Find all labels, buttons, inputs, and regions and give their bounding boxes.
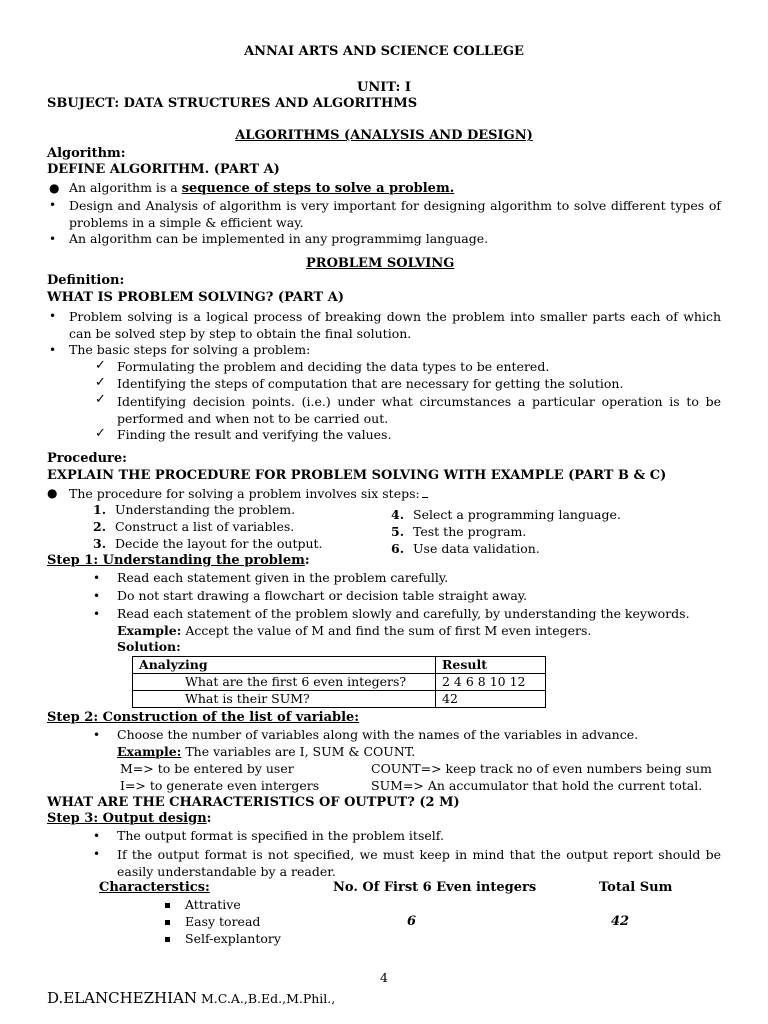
square-bullet-icon bbox=[165, 937, 170, 942]
variable-m: M=> to be entered by user bbox=[120, 761, 294, 776]
table-cell: What is their SUM? bbox=[133, 691, 436, 708]
square-bullet-icon bbox=[165, 920, 170, 925]
procedure-question: EXPLAIN THE PROCEDURE FOR PROBLEM SOLVING WITH EXAMPLE (PART B & C) bbox=[47, 468, 667, 483]
example-label: Example: bbox=[117, 744, 182, 759]
characteristics-header: Characterstics: bbox=[99, 880, 210, 895]
step2-example bbox=[117, 744, 415, 759]
step-text: Understanding the problem. bbox=[115, 502, 296, 517]
author-name: D.ELANCHEZHIAN bbox=[47, 989, 198, 1007]
step-text: Use data validation. bbox=[413, 541, 540, 556]
check-item: Identifying decision points. (i.e.) under what circumstances a particular operation is to be performed and when not to be carried out. bbox=[117, 394, 721, 426]
example-label: Example: bbox=[117, 623, 182, 638]
problem-solving-bullet-1: Problem solving is a logical process of breaking down the problem into smaller parts each of which can be solved step by step to obtain the final solution. bbox=[69, 309, 721, 341]
analysis-table bbox=[132, 656, 546, 708]
table-row bbox=[133, 691, 546, 708]
step1-bullet: Do not start drawing a flowchart or decision table straight away. bbox=[117, 588, 528, 603]
bullet-icon: • bbox=[93, 589, 101, 603]
step1-heading-colon: : bbox=[304, 553, 310, 568]
step-text: Select a programming language. bbox=[413, 507, 621, 522]
example-text: The variables are I, SUM & COUNT. bbox=[181, 744, 416, 759]
bullet-icon: • bbox=[93, 829, 101, 843]
bullet-icon: • bbox=[93, 847, 101, 861]
step-text: Test the program. bbox=[413, 524, 527, 539]
bullet-icon: • bbox=[93, 728, 101, 742]
step3-heading-text: Step 3: Output design bbox=[47, 811, 207, 826]
table-header: Result bbox=[436, 657, 546, 674]
step1-bullet: Read each statement given in the problem carefully. bbox=[117, 570, 449, 585]
bullet-icon: • bbox=[49, 343, 57, 357]
unit-title: UNIT: I bbox=[357, 80, 411, 95]
algorithm-bullet-1 bbox=[69, 180, 454, 196]
example-text: Accept the value of M and find the sum of first M even integers. bbox=[181, 623, 592, 638]
count-header: No. Of First 6 Even integers bbox=[333, 880, 537, 895]
characteristic-item: Self-explantory bbox=[185, 931, 281, 946]
bullet-icon: • bbox=[93, 607, 101, 621]
sum-value: 42 bbox=[611, 914, 630, 929]
step3-heading-colon: : bbox=[206, 811, 212, 826]
checkmark-icon: ✓ bbox=[95, 426, 106, 441]
table-cell: 2 4 6 8 10 12 bbox=[436, 674, 546, 691]
characteristic-item: Attrative bbox=[185, 897, 241, 912]
check-item: Identifying the steps of computation that are necessary for getting the solution. bbox=[117, 376, 624, 391]
problem-solving-question: WHAT IS PROBLEM SOLVING? (PART A) bbox=[47, 290, 344, 305]
section-title: ALGORITHMS (ANALYSIS AND DESIGN) bbox=[235, 128, 533, 143]
step-item bbox=[391, 541, 540, 556]
step1-bullet: Read each statement of the problem slowly and carefully, by understanding the keywords. bbox=[117, 606, 690, 621]
bullet-icon: • bbox=[49, 198, 57, 212]
step-number: 5. bbox=[391, 524, 405, 539]
bullet-icon: • bbox=[93, 571, 101, 585]
algorithm-bullet-1-emphasis: sequence of steps to solve a problem. bbox=[181, 181, 455, 196]
bullet-icon: ● bbox=[49, 181, 60, 195]
algorithm-question: DEFINE ALGORITHM. (PART A) bbox=[47, 162, 280, 177]
bullet-icon: • bbox=[49, 309, 57, 323]
checkmark-icon: ✓ bbox=[95, 392, 106, 407]
step-number: 6. bbox=[391, 541, 405, 556]
procedure-intro bbox=[69, 486, 428, 501]
page-number: 4 bbox=[380, 970, 388, 985]
algorithm-bullet-2: Design and Analysis of algorithm is very important for designing algorithm to solve different types of problems in a simple & efficient way. bbox=[69, 198, 721, 230]
algorithm-label: Algorithm: bbox=[47, 146, 126, 161]
characteristic-item: Easy toread bbox=[185, 914, 261, 929]
step-item bbox=[391, 507, 621, 522]
algorithm-bullet-1-prefix: An algorithm is a bbox=[69, 180, 182, 195]
table-cell: 42 bbox=[436, 691, 546, 708]
problem-solving-bullet-2: The basic steps for solving a problem: bbox=[69, 342, 311, 357]
variable-count: COUNT=> keep track no of even numbers being sum bbox=[371, 761, 712, 776]
step-text: Decide the layout for the output. bbox=[115, 536, 323, 551]
procedure-label: Procedure: bbox=[47, 451, 127, 466]
step-text: Construct a list of variables. bbox=[115, 519, 295, 534]
count-value: 6 bbox=[407, 914, 417, 929]
solution-label: Solution: bbox=[117, 639, 181, 654]
algorithm-bullet-3: An algorithm can be implemented in any programmimg language. bbox=[69, 231, 489, 246]
footer-author bbox=[47, 988, 335, 1007]
variable-i: I=> to generate even intergers bbox=[120, 778, 320, 793]
bullet-icon: ● bbox=[47, 486, 58, 500]
step1-heading-text: Step 1: Understanding the problem bbox=[47, 553, 305, 568]
step-item bbox=[93, 536, 323, 551]
checkmark-icon: ✓ bbox=[95, 358, 106, 373]
step-item bbox=[93, 519, 294, 534]
step-number: 3. bbox=[93, 536, 107, 551]
check-item: Formulating the problem and deciding the data types to be entered. bbox=[117, 359, 550, 374]
problem-solving-title: PROBLEM SOLVING bbox=[306, 256, 455, 271]
step3-bullet: The output format is specified in the problem itself. bbox=[117, 828, 444, 843]
table-row bbox=[133, 674, 546, 691]
step3-bullet: If the output format is not specified, we must keep in mind that the output report should be easily understandable by a reader. bbox=[117, 847, 721, 879]
bullet-icon: • bbox=[49, 232, 57, 246]
step-number: 4. bbox=[391, 507, 405, 522]
step-item bbox=[93, 502, 295, 517]
output-question: WHAT ARE THE CHARACTERISTICS OF OUTPUT? (2 M) bbox=[47, 795, 460, 810]
cursor-mark bbox=[422, 486, 428, 498]
college-title: ANNAI ARTS AND SCIENCE COLLEGE bbox=[244, 44, 524, 59]
total-sum-header: Total Sum bbox=[599, 880, 673, 895]
table-header: Analyzing bbox=[133, 657, 436, 674]
step-number: 1. bbox=[93, 502, 107, 517]
step1-heading bbox=[47, 553, 310, 568]
table-cell: What are the first 6 even integers? bbox=[133, 674, 436, 691]
check-item: Finding the result and verifying the values. bbox=[117, 427, 392, 442]
step3-heading bbox=[47, 811, 211, 826]
author-credentials: M.C.A.,B.Ed.,M.Phil., bbox=[197, 991, 336, 1006]
procedure-intro-text: The procedure for solving a problem involves six steps: bbox=[69, 486, 420, 501]
step2-bullet: Choose the number of variables along with the names of the variables in advance. bbox=[117, 727, 639, 742]
step2-heading: Step 2: Construction of the list of variable: bbox=[47, 710, 360, 725]
square-bullet-icon bbox=[165, 903, 170, 908]
subject-title: SBUJECT: DATA STRUCTURES AND ALGORITHMS bbox=[47, 96, 418, 111]
checkmark-icon: ✓ bbox=[95, 375, 106, 390]
step-item bbox=[391, 524, 526, 539]
step-number: 2. bbox=[93, 519, 107, 534]
step1-example bbox=[117, 623, 591, 638]
definition-label: Definition: bbox=[47, 273, 125, 288]
variable-sum: SUM=> An accumulator that hold the current total. bbox=[371, 778, 703, 793]
table-header-row bbox=[133, 657, 546, 674]
